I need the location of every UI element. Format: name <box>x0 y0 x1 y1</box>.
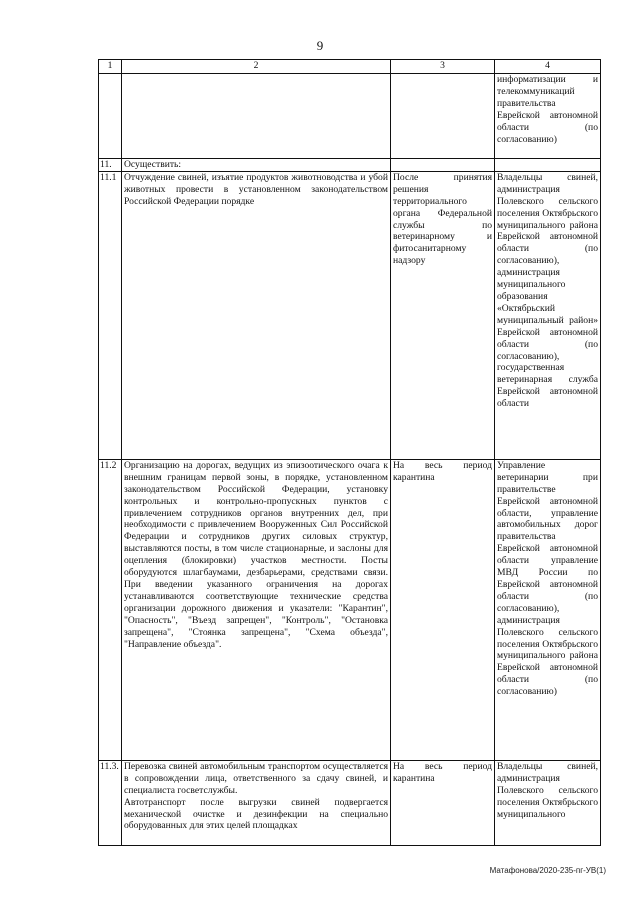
row-responsible: Управление ветеринарии при правительстве Еврейской автономной области, управление автомобильных дорог правительства Еврейской автономной области управление МВД России по Еврейской автономной области (по согласованию), администрация Полевского сельского поселения Октябрьского муниципального района Еврейской автономной области (по согласованию) <box>495 459 601 760</box>
header-col-4: 4 <box>495 60 601 74</box>
row-action: Перевозка свиней автомобильным транспортом осуществляется в сопровождении лица, ответственного за сдачу свиней, и специалиста госветслужбы. <box>124 760 388 796</box>
row-responsible: Владельцы свиней, администрация Полевского сельского поселения Октябрьского муниципального <box>495 760 601 845</box>
row-action: Организацию на дорогах, ведущих из эпизоотического очага к внешним границам первой зоны, в порядке, установленном законодательством Российской Федерации, установку контрольных и контрольно-пропускных пунктов с привлечением сотрудников органов внутренних дел, при необходимости с привлечением Вооруженных Сил Российской Федерации и сотрудников других силовых структур, выставляются посты, в том числе стационарные, и заслоны для оцепления (блокировки) участков местности. Посты оборудуются шлагбаумами, дезбарьерами, средствами связи. При введении указанного ограничения на дорогах устанавливаются соответствующие технические средства организации дорожного движения и указатели: "Карантин", "Опасность", "Въезд запрещен", "Контроль", "Остановка запрещена", "Стоянка запрещена", "Схема объезда", "Направление объезда". <box>122 459 391 760</box>
page-number: 9 <box>316 38 324 53</box>
table-row <box>99 159 601 172</box>
header-col-1: 1 <box>99 60 122 74</box>
row-action-continued: Автотранспорт после выгрузки свиней подвергается механической очистке и дезинфекции на специально оборудованных для этих целей площадках <box>124 796 388 832</box>
row-responsible <box>495 159 601 172</box>
row-action <box>122 74 391 159</box>
row-term <box>391 74 495 159</box>
row-responsible: Владельцы свиней, администрация Полевского сельского поселения Октябрьского муниципального района Еврейской автономной области (по согласованию), администрация муниципального образования «Октябрьский муниципальный район» Еврейской автономной области (по согласованию), государственная ветеринарная служба Еврейской автономной области <box>495 171 601 459</box>
table-header-row <box>99 60 601 74</box>
row-term <box>391 159 495 172</box>
row-number: 11.2 <box>99 459 122 760</box>
row-term: На весь период карантина <box>391 459 495 760</box>
header-col-3: 3 <box>391 60 495 74</box>
row-term: На весь период карантина <box>391 760 495 845</box>
table-row <box>99 760 601 845</box>
header-col-2: 2 <box>122 60 391 74</box>
row-number <box>99 74 122 159</box>
row-responsible: информатизации и телекоммуникаций правительства Еврейской автономной области (по согласованию) <box>495 74 601 159</box>
row-number: 11.3. <box>99 760 122 845</box>
table-row <box>99 459 601 760</box>
row-action-cell <box>122 760 391 845</box>
document-code: Матафонова/2020-235-пг-УВ(1) <box>489 866 606 875</box>
row-number: 11.1 <box>99 171 122 459</box>
table-row <box>99 171 601 459</box>
row-action: Осуществить: <box>122 159 391 172</box>
row-term: После принятия решения территориального органа Федеральной службы по ветеринарному и фитосанитарному надзору <box>391 171 495 459</box>
row-action: Отчуждение свиней, изъятие продуктов животноводства и убой животных провести в установленном законодательством Российской Федерации порядке <box>122 171 391 459</box>
table-row <box>99 74 601 159</box>
row-number: 11. <box>99 159 122 172</box>
measures-table <box>98 59 601 846</box>
